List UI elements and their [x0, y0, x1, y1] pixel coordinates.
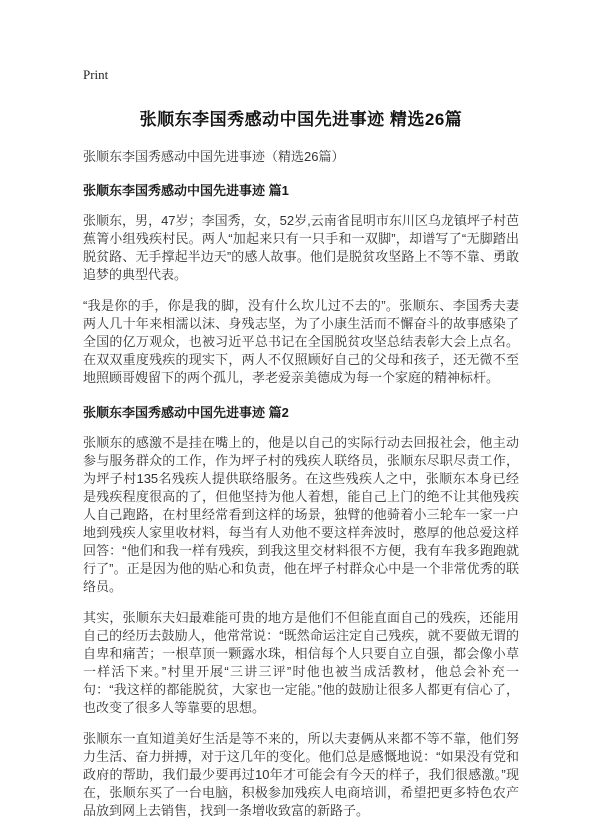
document-title: 张顺东李国秀感动中国先进事迹 精选26篇: [139, 110, 463, 129]
document-subtitle: 张顺东李国秀感动中国先进事迹（精选26篇）: [83, 149, 345, 164]
section-1-paragraph-2: “我是你的手，你是我的脚，没有什么坎儿过不去的”。张顺东、李国秀夫妻两人几十年来相濡以沫、身残志坚，为了小康生活而不懈奋斗的故事感染了全国的亿万观众，也被习近平总书记在全国脱贫攻坚总结表彰大会上点名。在双双重度残疾的现实下，两人不仅照顾好自己的父母和孩子，还无微不至地照顾哥嫂留下的两个孤儿，孝老爱亲美德成为每一个家庭的精神标杆。: [83, 298, 519, 385]
section-2-paragraph-3: 张顺东一直知道美好生活是等不来的，所以夫妻俩从来都不等不靠，他们努力生活、奋力拼搏，对于这几年的变化。他们总是感慨地说：“如果没有党和政府的帮助，我们最少要再过10年才可能会有今天的样子，我们很感激。”现在，张顺东买了一台电脑，积极参加残疾人电商培训，希望把更多特色农产品放到网上去销售，找到一条增收致富的新路子。: [83, 731, 519, 818]
print-button[interactable]: Print: [83, 67, 109, 82]
section-2-paragraph-1: 张顺东的感激不是挂在嘴上的，他是以自己的实际行动去回报社会，他主动参与服务群众的工作，作为坪子村的残疾人联络员，张顺东尽职尽责工作，为坪子村135名残疾人提供联络服务。在这些残疾人之中，张顺东本身已经是残疾程度很高的了，但他坚持为他人着想，能自己上门的绝不让其他残疾人自己跑路，在村里经常看到这样的场景，独臂的他骑着小三轮车一家一户地到残疾人家里收材料，每当有人劝他不要这样奔波时，憨厚的他总爱这样回答：“他们和我一样有残疾，到我这里交材料很不方便，我有车我多跑跑就行了”。正是因为他的贴心和负责，他在坪子村群众心中是一个非常优秀的联络员。: [83, 435, 519, 594]
section-2-heading: 张顺东李国秀感动中国先进事迹 篇2: [83, 405, 289, 420]
section-1-paragraph-1: 张顺东，男，47岁；李国秀，女，52岁,云南省昆明市东川区乌龙镇坪子村芭蕉箐小组残疾村民。两人“加起来只有一只手和一双脚”，却谱写了“无脚踏出脱贫路、无手撑起半边天”的感人故事。他们是脱贫攻坚路上不等不靠、勇敢追梦的典型代表。: [83, 213, 519, 282]
section-1-heading: 张顺东李国秀感动中国先进事迹 篇1: [83, 183, 289, 198]
section-2-paragraph-2: 其实，张顺东夫妇最难能可贵的地方是他们不但能直面自己的残疾，还能用自己的经历去鼓励人，他常常说：“既然命运注定自己残疾，就不要做无谓的自卑和痛苦；一根草顶一颗露水珠，相信每个人只要自立自强，都会像小草一样活下来。”村里开展“三讲三评”时他也被当成活教材，他总会补充一句：“我这样的都能脱贫，大家也一定能。”他的鼓励让很多人都更有信心了，也改变了很多人等靠要的思想。: [83, 610, 519, 715]
